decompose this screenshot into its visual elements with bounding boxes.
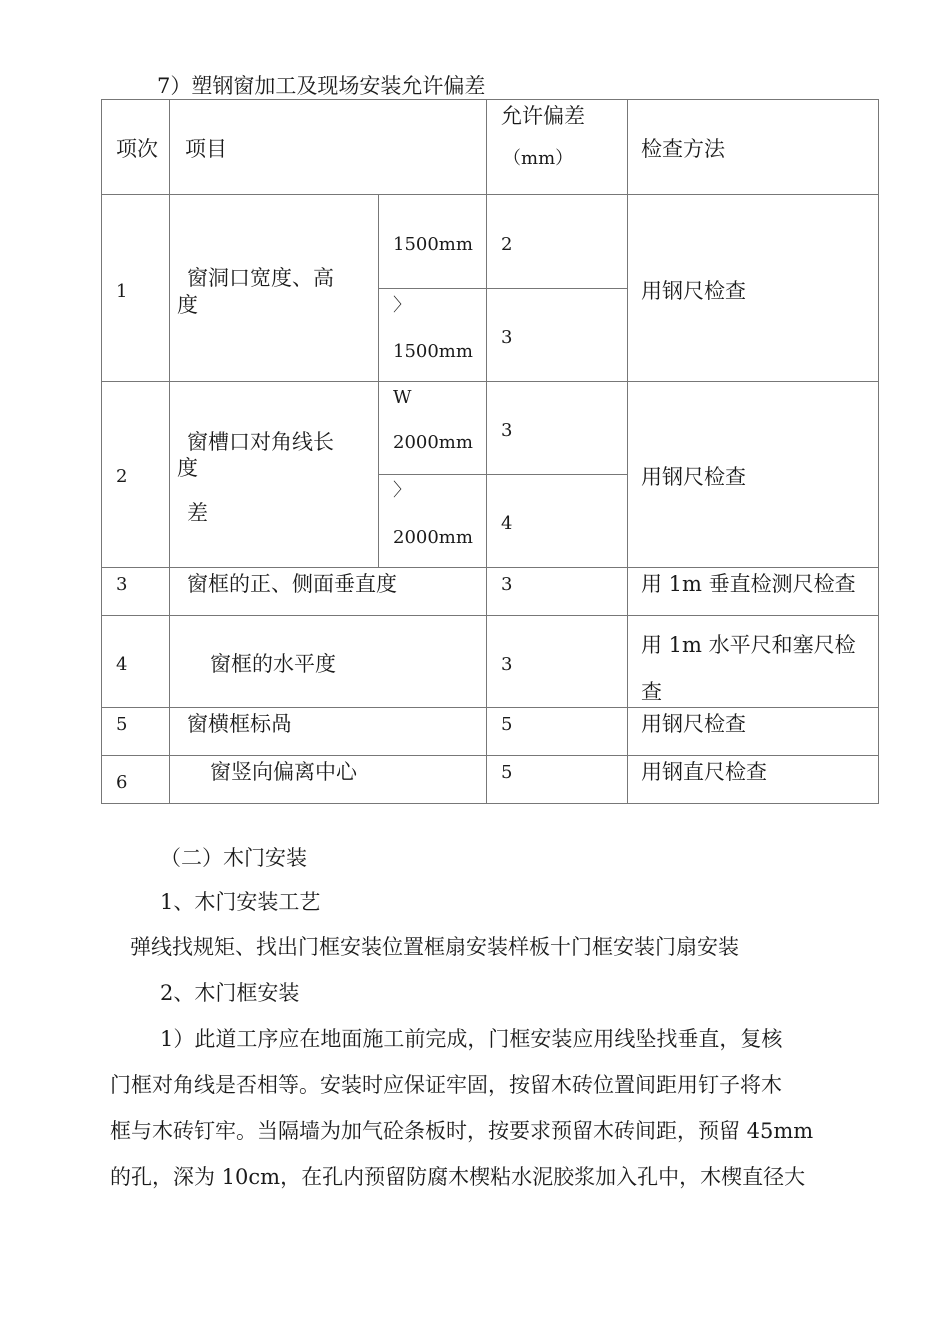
section-heading: （二）木门安装 [160, 846, 307, 870]
row-tolerance: 2 [501, 234, 513, 255]
row-method: 用钢直尺检查 [641, 760, 767, 784]
row-item: 窗框的正、侧面垂直度 [187, 572, 397, 596]
row-condition: 〉 [393, 480, 411, 501]
header-tolerance: 允许偏差 [501, 104, 585, 128]
row-condition-cont: 2000mm [393, 527, 473, 548]
row-item: 窗框的水平度 [210, 652, 336, 676]
row-method-cont: 查 [641, 680, 662, 704]
row-item-cont: 度 [177, 456, 198, 480]
row-item-cont: 度 [177, 293, 198, 317]
paragraph-line: 1）此道工序应在地面施工前完成，门框安装应用线坠找垂直，复核 [160, 1027, 783, 1051]
row-item: 窗槽口对角线长 [187, 430, 334, 454]
row-no: 6 [116, 772, 128, 793]
paragraph-line: 门框对角线是否相等。安装时应保证牢固，按留木砖位置间距用钉子将木 [110, 1073, 782, 1097]
header-method: 检查方法 [641, 137, 725, 161]
row-item-cont: 差 [187, 501, 208, 525]
row-no: 3 [116, 574, 128, 595]
process-line: 弹线找规矩、找出门框安装位置框扇安装样板十门框安装门扇安装 [130, 935, 739, 959]
row-no: 1 [116, 281, 128, 302]
row-condition-cont: 2000mm [393, 432, 473, 453]
row-no: 4 [116, 654, 128, 675]
row-method: 用钢尺检查 [641, 712, 746, 736]
row-tolerance: 5 [501, 714, 513, 735]
row-method: 用 1m 水平尺和塞尺检 [641, 633, 856, 657]
row-item: 窗洞口宽度、高 [187, 266, 334, 290]
header-tolerance-unit: （mm） [503, 148, 574, 169]
row-method: 用钢尺检查 [641, 465, 746, 489]
row-condition: 1500mm [393, 234, 473, 255]
row-item: 窗横框标咼 [187, 712, 292, 736]
row-condition: W [393, 387, 412, 408]
row-condition: 〉 [393, 295, 411, 316]
row-tolerance: 4 [501, 513, 513, 534]
row-tolerance: 3 [501, 327, 513, 348]
sub-heading: 1、木门安装工艺 [160, 890, 321, 914]
row-tolerance: 3 [501, 420, 513, 441]
row-no: 2 [116, 466, 128, 487]
row-tolerance: 3 [501, 574, 513, 595]
row-tolerance: 3 [501, 654, 513, 675]
row-method: 用钢尺检查 [641, 279, 746, 303]
row-tolerance: 5 [501, 762, 513, 783]
row-item: 窗竖向偏离中心 [210, 760, 357, 784]
row-no: 5 [116, 714, 128, 735]
row-method: 用 1m 垂直检测尺检查 [641, 572, 856, 596]
paragraph-line: 框与木砖钉牢。当隔墙为加气砼条板时，按要求预留木砖间距，预留 45mm [110, 1119, 814, 1143]
table-caption: 7）塑钢窗加工及现场安装允许偏差 [157, 74, 486, 98]
row-condition-cont: 1500mm [393, 341, 473, 362]
header-item: 项目 [185, 137, 227, 161]
header-item-no: 项次 [116, 137, 158, 161]
sub-heading: 2、木门框安装 [160, 981, 300, 1005]
paragraph-line: 的孔，深为 10cm，在孔内预留防腐木楔粘水泥胶浆加入孔中，木楔直径大 [110, 1165, 806, 1189]
